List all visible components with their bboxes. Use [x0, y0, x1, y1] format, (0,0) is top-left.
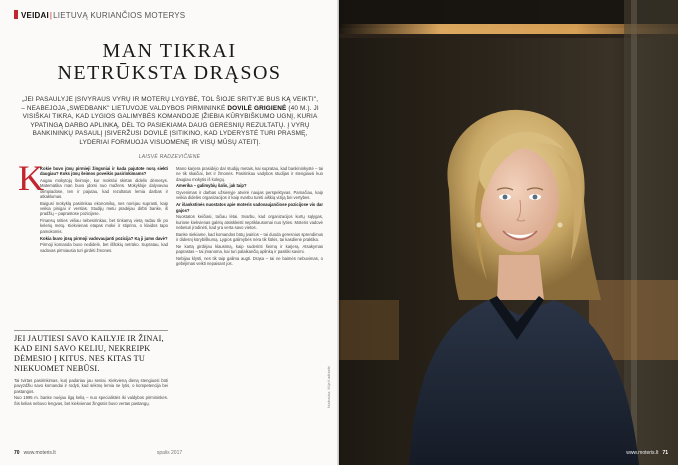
site-url-left[interactable]: www.moteris.lt — [23, 450, 56, 456]
section-subtitle: LIETUVĄ KURIANČIOS MOTERYS — [53, 11, 186, 20]
paragraph: Augau mokytojų šeimoje, kur mokslui skirtas didelis dėmesys. Matematika man buvo įdomi nuo mažens. Mokykloje dalyvavau olimpiadose, ten ir pajutau, kad rezultatus lemia darbas ir atkaklumas. — [40, 178, 168, 199]
headline-line-1: MAN TIKRAI — [102, 40, 237, 62]
section-tag — [14, 10, 185, 20]
section-marker — [14, 10, 18, 19]
paragraph: Baigusi mokyklą pasirinkau ekonomiką, nes norėjau suprasti, kaip veikia pinigai ir verslas. Studijų metu pradėjau dirbti banke, iš pradžių – paprastose pozicijose. — [40, 200, 168, 217]
page-number-left: 70 — [14, 450, 20, 456]
lead-part-1: „JEI PASAULYJE ĮSIVYRAUS VYRŲ IR MOTERŲ LYGYBĖ, TOL ŠIOJE SRITYJE BUS KĄ VEIKTI", – NEABEJOJA „SWEDBANK" LIETUVOJE VALDYBOS PIRMININKĖ — [21, 96, 319, 112]
question: Ar išankstinės nuostatos apie moteris vadovaujančiose pozicijose vis dar gajos? — [176, 202, 323, 213]
paragraph: Nebijau klysti, nes tik taip galima augti. Drąsa – tai ne baimės nebuvimas, o gebėjimas veikti nepaisant jos. — [176, 255, 323, 267]
headline-line-2: NETRŪKSTA DRĄSOS — [57, 62, 282, 84]
photo-credit: Nuotrauka: Vilija Kudirkaitė — [327, 366, 331, 408]
question: Kokia buvo jūsų pirmoji vadovaujanti pozicija? Ką ji jums davė? — [40, 235, 168, 241]
author-byline: LAISVĖ RADZEVIČIENĖ — [138, 154, 201, 160]
paragraph: Pirmoji komanda buvo nedidelė, bet iššūkių netrūko. Supratau, kad vadovas pirmiausia turi girdėti žmones. — [40, 242, 168, 253]
drop-cap: K — [18, 158, 44, 198]
folio-right — [626, 450, 668, 456]
pullquote-rule — [14, 330, 168, 331]
question: Kokie buvo jūsų pirmieji žingsniai ir kada pajutote norą siekti daugiau? Koks jūsų šeimos poveikis pasirinkimams? — [40, 166, 168, 177]
paragraph: Ne kartą girdėjau klausimą, kaip suderinti šeimą ir karjerą. Atsakymas paprastas – tai įmanoma, kai turi palaikančią aplinką ir pasitiki savimi. — [176, 243, 323, 255]
question: Amerika – galimybių šalis, jak taip? — [176, 183, 247, 189]
section-separator: | — [49, 11, 53, 20]
paragraph: Finansų srities vėliau nebesirinkau, bet tinkamą vietą radau tik po kelerių metų. Kiekvienas etapas mokė ir stiprino, o klaidos tapo pamokomis. — [40, 218, 168, 234]
issue-date: spalis 2017 — [156, 450, 183, 456]
page-number-right: 71 — [662, 450, 668, 456]
paragraph: Tai tvirtas pasirinkimas, kurį padariau jau seniai. Kiekvieną dieną stengiuosi būti pavyzdžiu savo komandai ir rodyti, kad sėkmę lemia ne lytis, o kompetencija bei pastangos. — [14, 378, 168, 394]
section-name: VEIDAI — [21, 11, 49, 20]
article-column-b — [176, 166, 323, 406]
paragraph: Nuo 1995 m. banke nuėjau ilgą kelią – nuo specialistės iki valdybos pirmininkės. Šis kelias nebuvo lengvas, bet kiekvienas žingsnis buvo vertas pastangų. — [14, 395, 168, 406]
lead-name: DOVILĖ GRIGIENĖ — [227, 104, 287, 112]
article-column-c — [14, 378, 168, 438]
site-url-right[interactable]: www.moteris.lt — [626, 450, 659, 456]
spread-gutter — [337, 0, 341, 465]
paragraph: Gyvenimas ir darbas užsienyje atvėrė naujas perspektyvas. Pamačiau, kaip veikia didelės organizacijos ir kaip svarbu turėti aiškią viziją bei vertybes. — [176, 190, 323, 201]
right-page-portrait — [339, 0, 678, 465]
article-column-a — [40, 166, 168, 326]
paragraph: Banke siekiame, kad komandos būtų įvairios – tai duoda geresnius sprendimus ir didesnį kūrybiškumą. Lygios galimybės nėra tik šūkis, tai kasdienė praktika. — [176, 231, 323, 243]
paragraph: Nuostatos keičiasi, tačiau lėtai. Svarbu, kad organizacijos kurtų sąlygas, kuriose kiekvienas galėtų atsiskleisti nepriklausomai nuo lyties. Moteris vadovė nebeturi įrodinėti, kad yra verta savo vietos. — [176, 214, 323, 230]
portrait-photo — [339, 0, 678, 465]
paragraph: Mano karjera prasidėjo dar studijų metais, kai supratau, kad bankininkystė – tai ne tik skaičiai, bet ir žmonės. Pasirinkau vadybos studijas ir stengiausi kuo daugiau mokytis iš kolegų. — [176, 166, 323, 182]
lead-part-2: (40 M.). JI VISIŠKAI TIKRA, KAD LYGIOS GALIMYBĖS KOMANDOJE ĮŽIEBIA KŪRYBIŠKUMO UGNĮ, KURIA YPATINGĄ DARBO APLINKĄ, DĖL TO PASIEKIAMA DAUG GERESNIŲ REZULTATŲ. Į VYRŲ BANKININKŲ PASAULĮ ĮSIVERŽUSI DOVILĖ ĮSITIKINO, KAD LYDERYSTĖ TURI PRASMĘ, LYDERIAI FORMUOJA VISUOMENĘ IR VISŲ MŪSŲ ATEITĮ. — [22, 104, 319, 146]
lead-paragraph — [20, 96, 320, 148]
pull-quote: JEI JAUTIESI SAVO KAILYJE IR ŽINAI, KAD EINI SAVO KELIU, NEKREIPK DĖMESIO Į KITUS. NES KITAS TU NIEKUOMET NEBŪSI. — [14, 334, 164, 373]
